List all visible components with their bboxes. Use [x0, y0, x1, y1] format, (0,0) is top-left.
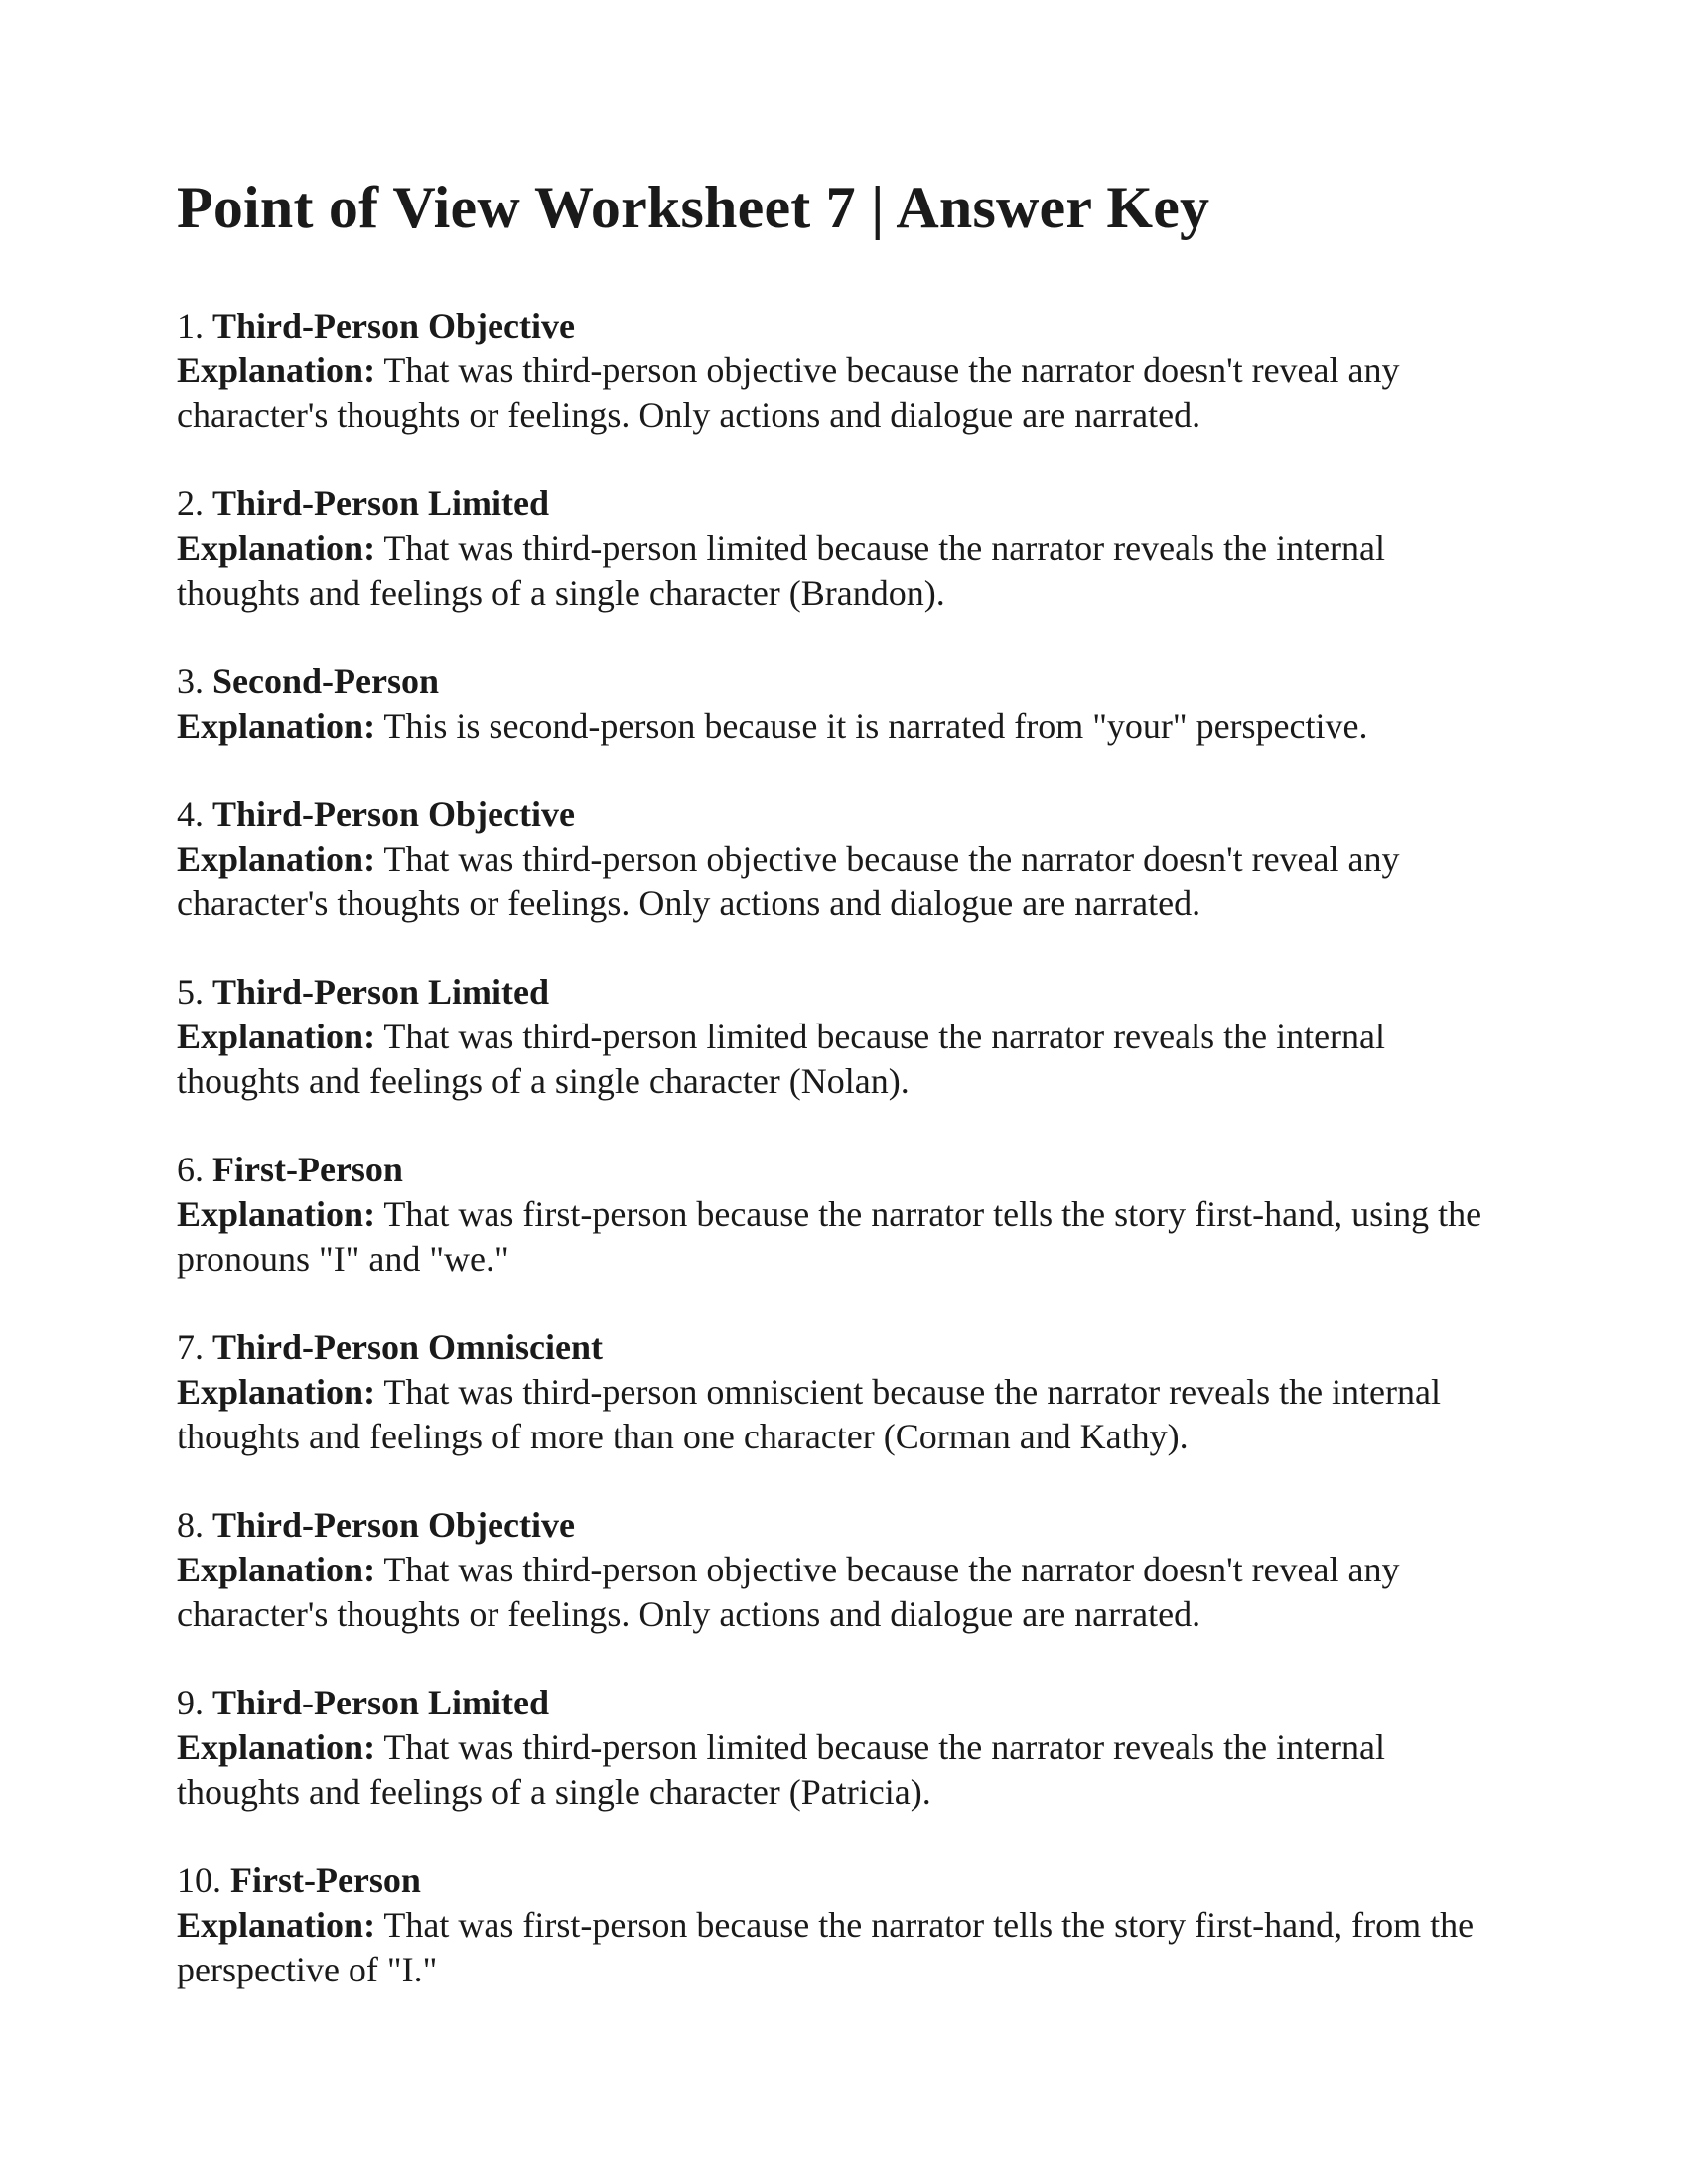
page-title: Point of View Worksheet 7 | Answer Key: [177, 175, 1210, 240]
explanation-label: Explanation:: [177, 706, 376, 746]
explanation-label: Explanation:: [177, 528, 376, 568]
answer-item-2: [177, 481, 1517, 615]
answer-heading: [177, 792, 1517, 837]
explanation-text: That was third-person limited because the narrator reveals the internal thoughts and feelings of a single character (Brandon).: [177, 528, 1386, 613]
answer-number: 2.: [177, 483, 204, 523]
answer-name: Third-Person Objective: [212, 794, 575, 834]
answer-number: 5.: [177, 972, 204, 1012]
answer-heading: [177, 481, 1517, 526]
answer-item-3: [177, 659, 1517, 749]
explanation-label: Explanation:: [177, 1372, 376, 1412]
answer-name: First-Person: [230, 1860, 421, 1900]
answer-number: 10.: [177, 1860, 221, 1900]
answer-number: 8.: [177, 1505, 204, 1545]
answer-name: Third-Person Limited: [212, 972, 549, 1012]
answer-name: Third-Person Limited: [212, 1683, 549, 1722]
answer-number: 7.: [177, 1327, 204, 1367]
answer-name: Third-Person Limited: [212, 483, 549, 523]
explanation-label: Explanation:: [177, 1194, 376, 1234]
explanation-text: That was third-person objective because the narrator doesn't reveal any character's thoughts or feelings. Only actions and dialogue are narrated.: [177, 1550, 1400, 1634]
answer-name: Third-Person Omniscient: [212, 1327, 603, 1367]
explanation-text: That was third-person objective because the narrator doesn't reveal any character's thoughts or feelings. Only actions and dialogue are narrated.: [177, 839, 1400, 923]
explanation-text: That was third-person omniscient because the narrator reveals the internal thoughts and feelings of more than one character (Corman and Kathy).: [177, 1372, 1442, 1456]
answer-number: 3.: [177, 661, 204, 701]
answer-heading: [177, 970, 1517, 1015]
answer-heading: [177, 1858, 1517, 1903]
explanation-text: That was third-person limited because the narrator reveals the internal thoughts and feelings of a single character (Nolan).: [177, 1017, 1386, 1101]
answer-number: 4.: [177, 794, 204, 834]
answer-heading: [177, 1503, 1517, 1548]
explanation-label: Explanation:: [177, 1550, 376, 1589]
answer-heading: [177, 1681, 1517, 1725]
explanation-label: Explanation:: [177, 1017, 376, 1056]
answer-number: 9.: [177, 1683, 204, 1722]
explanation-label: Explanation:: [177, 1905, 376, 1945]
explanation-text: That was third-person limited because the narrator reveals the internal thoughts and feelings of a single character (Patricia).: [177, 1727, 1386, 1812]
answer-number: 1.: [177, 306, 204, 345]
explanation-label: Explanation:: [177, 350, 376, 390]
answer-item-4: [177, 792, 1517, 926]
explanation-text: That was third-person objective because the narrator doesn't reveal any character's thoughts or feelings. Only actions and dialogue are narrated.: [177, 350, 1400, 435]
explanation-label: Explanation:: [177, 839, 376, 879]
answer-name: Third-Person Objective: [212, 306, 575, 345]
answer-item-10: [177, 1858, 1517, 1992]
answer-item-1: [177, 304, 1517, 438]
answer-item-8: [177, 1503, 1517, 1637]
explanation-text: This is second-person because it is narrated from "your" perspective.: [383, 706, 1368, 746]
answer-number: 6.: [177, 1150, 204, 1189]
answer-name: Second-Person: [212, 661, 439, 701]
answer-heading: [177, 1325, 1517, 1370]
answer-item-5: [177, 970, 1517, 1104]
answer-item-9: [177, 1681, 1517, 1815]
answer-item-7: [177, 1325, 1517, 1459]
explanation-text: That was first-person because the narrator tells the story first-hand, using the pronouns "I" and "we.": [177, 1194, 1482, 1279]
explanation-text: That was first-person because the narrator tells the story first-hand, from the perspective of "I.": [177, 1905, 1475, 1989]
explanation-label: Explanation:: [177, 1727, 376, 1767]
answer-key-page: [177, 174, 1517, 2036]
answer-name: First-Person: [212, 1150, 403, 1189]
answer-heading: [177, 659, 1517, 704]
answer-item-6: [177, 1148, 1517, 1282]
answer-name: Third-Person Objective: [212, 1505, 575, 1545]
answer-heading: [177, 304, 1517, 348]
answer-heading: [177, 1148, 1517, 1192]
